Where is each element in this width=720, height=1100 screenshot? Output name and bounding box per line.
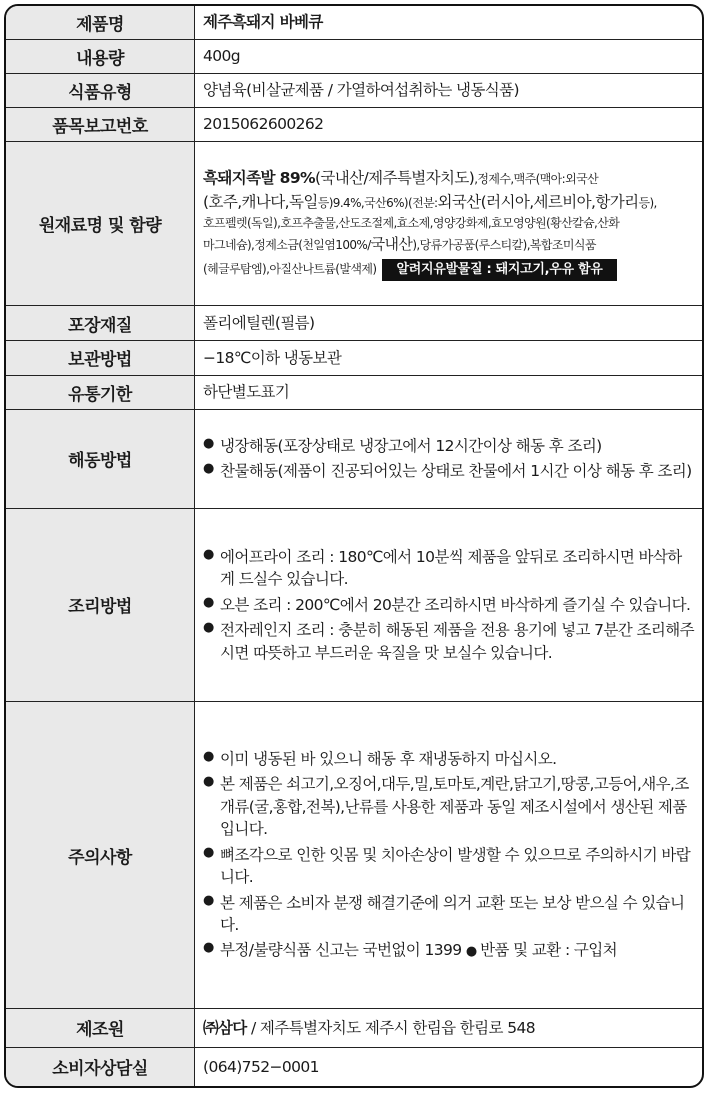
label-expiry: 유통기한 [6,375,195,410]
value-consumer-center: (064)752−0001 [195,1047,703,1086]
row-manufacturer [6,1009,702,1048]
label-thawing: 해동방법 [6,410,195,509]
row-packaging [6,306,702,341]
value-expiry: 하단별도표기 [195,375,703,410]
product-info-table [6,6,702,1086]
ingredients-line-5: (헤글루탐엠),아질산나트륨(발색제) 알려지유발물질 : 돼지고기,우유 함유 [203,256,694,281]
value-caution [195,701,703,1008]
label-packaging: 포장재질 [6,306,195,341]
row-cooking [6,508,702,701]
value-product-name: 제주흑돼지 바베큐 [195,6,703,40]
list-item: ● 찬물해동(제품이 진공되어있는 상태로 찬물에서 1시간 이상 해동 후 조리) [203,460,694,482]
row-food-type [6,73,702,108]
label-manufacturer: 제조원 [6,1009,195,1048]
report-hotline: 부정/불량식품 신고는 국번없이 1399 [220,941,462,960]
row-caution [6,701,702,1008]
row-expiry [6,375,702,410]
label-volume: 내용량 [6,40,195,74]
manufacturer-name: ㈜삼다 [203,1018,247,1037]
ingredients-line-4: 마그네슘),정제소금(천일염100%/국내산),당류가공품(루스티칼),복합조미식품 [203,234,596,253]
value-thawing [195,410,703,509]
value-volume: 400g [195,40,703,74]
ingredients-line-1: 흑돼지족발 89%(국내산/제주특별자치도),정제수,맥주(맥아:외국산 [203,169,599,188]
row-product-name [6,6,702,40]
list-item: ● 냉장해동(포장상태로 냉장고에서 12시간이상 해동 후 조리) [203,435,694,457]
list-item: ● 본 제품은 쇠고기,오징어,대두,밀,토마토,계란,닭고기,땅콩,고등어,새우,조개류(굴,홍합,전복),난류를 사용한 제품과 동일 제조시설에서 생산된 제품입니다. [203,773,694,840]
product-info-label [4,4,704,1088]
row-ingredients [6,141,702,306]
bullet-glyph: ● [465,944,481,960]
row-thawing [6,410,702,509]
ingredients-line-3: 호프펠렛(독일),호프추출물,산도조절제,효소제,영양강화제,효모영양원(황산칼슘,산화 [203,216,620,231]
value-cooking [195,508,703,701]
label-food-type: 식품유형 [6,73,195,108]
list-item: ● 전자레인지 조리 : 충분히 해동된 제품을 전용 용기에 넣고 7분간 조리해주시면 따뜻하고 부드러운 육질을 맛 보실수 있습니다. [203,619,694,664]
row-storage [6,341,702,376]
manufacturer-address: / 제주특별자치도 제주시 한림읍 한림로 548 [246,1018,535,1037]
label-ingredients: 원재료명 및 함량 [6,141,195,306]
label-product-name: 제품명 [6,6,195,40]
list-item: ● 오븐 조리 : 200℃에서 20분간 조리하시면 바삭하게 즐기실 수 있습니다. [203,594,694,616]
allergen-badge: 알려지유발물질 : 돼지고기,우유 함유 [382,259,616,281]
value-report-number: 2015062600262 [195,108,703,142]
label-storage: 보관방법 [6,341,195,376]
value-storage: −18℃이하 냉동보관 [195,341,703,376]
ingredients-line-2: (호주,캐나다,독일등)9.4%,국산6%)(전분:외국산(러시아,세르비아,항가리등), [203,193,657,212]
label-cooking: 조리방법 [6,508,195,701]
label-consumer-center: 소비자상담실 [6,1047,195,1086]
ingredient-main: 흑돼지족발 89% [203,169,315,188]
return-exchange: 반품 및 교환 : 구입처 [480,941,618,960]
label-caution: 주의사항 [6,701,195,1008]
value-manufacturer [195,1009,703,1048]
list-item: ● 에어프라이 조리 : 180℃에서 10분씩 제품을 앞뒤로 조리하시면 바삭하게 드실수 있습니다. [203,546,694,591]
row-volume [6,40,702,74]
value-ingredients [195,141,703,306]
value-food-type: 양념육(비살균제품 / 가열하여섭취하는 냉동식품) [195,73,703,108]
row-consumer-center [6,1047,702,1086]
list-item: ● 뼈조각으로 인한 잇몸 및 치아손상이 발생할 수 있으므로 주의하시기 바랍니다. [203,844,694,889]
list-item: ● 본 제품은 소비자 분쟁 해결기준에 의거 교환 또는 보상 받으실 수 있습니다. [203,892,694,937]
row-report-number [6,108,702,142]
list-item [203,939,694,962]
value-packaging: 폴리에틸렌(필름) [195,306,703,341]
label-report-number: 품목보고번호 [6,108,195,142]
list-item: ● 이미 냉동된 바 있으니 해동 후 재냉동하지 마십시오. [203,748,694,770]
